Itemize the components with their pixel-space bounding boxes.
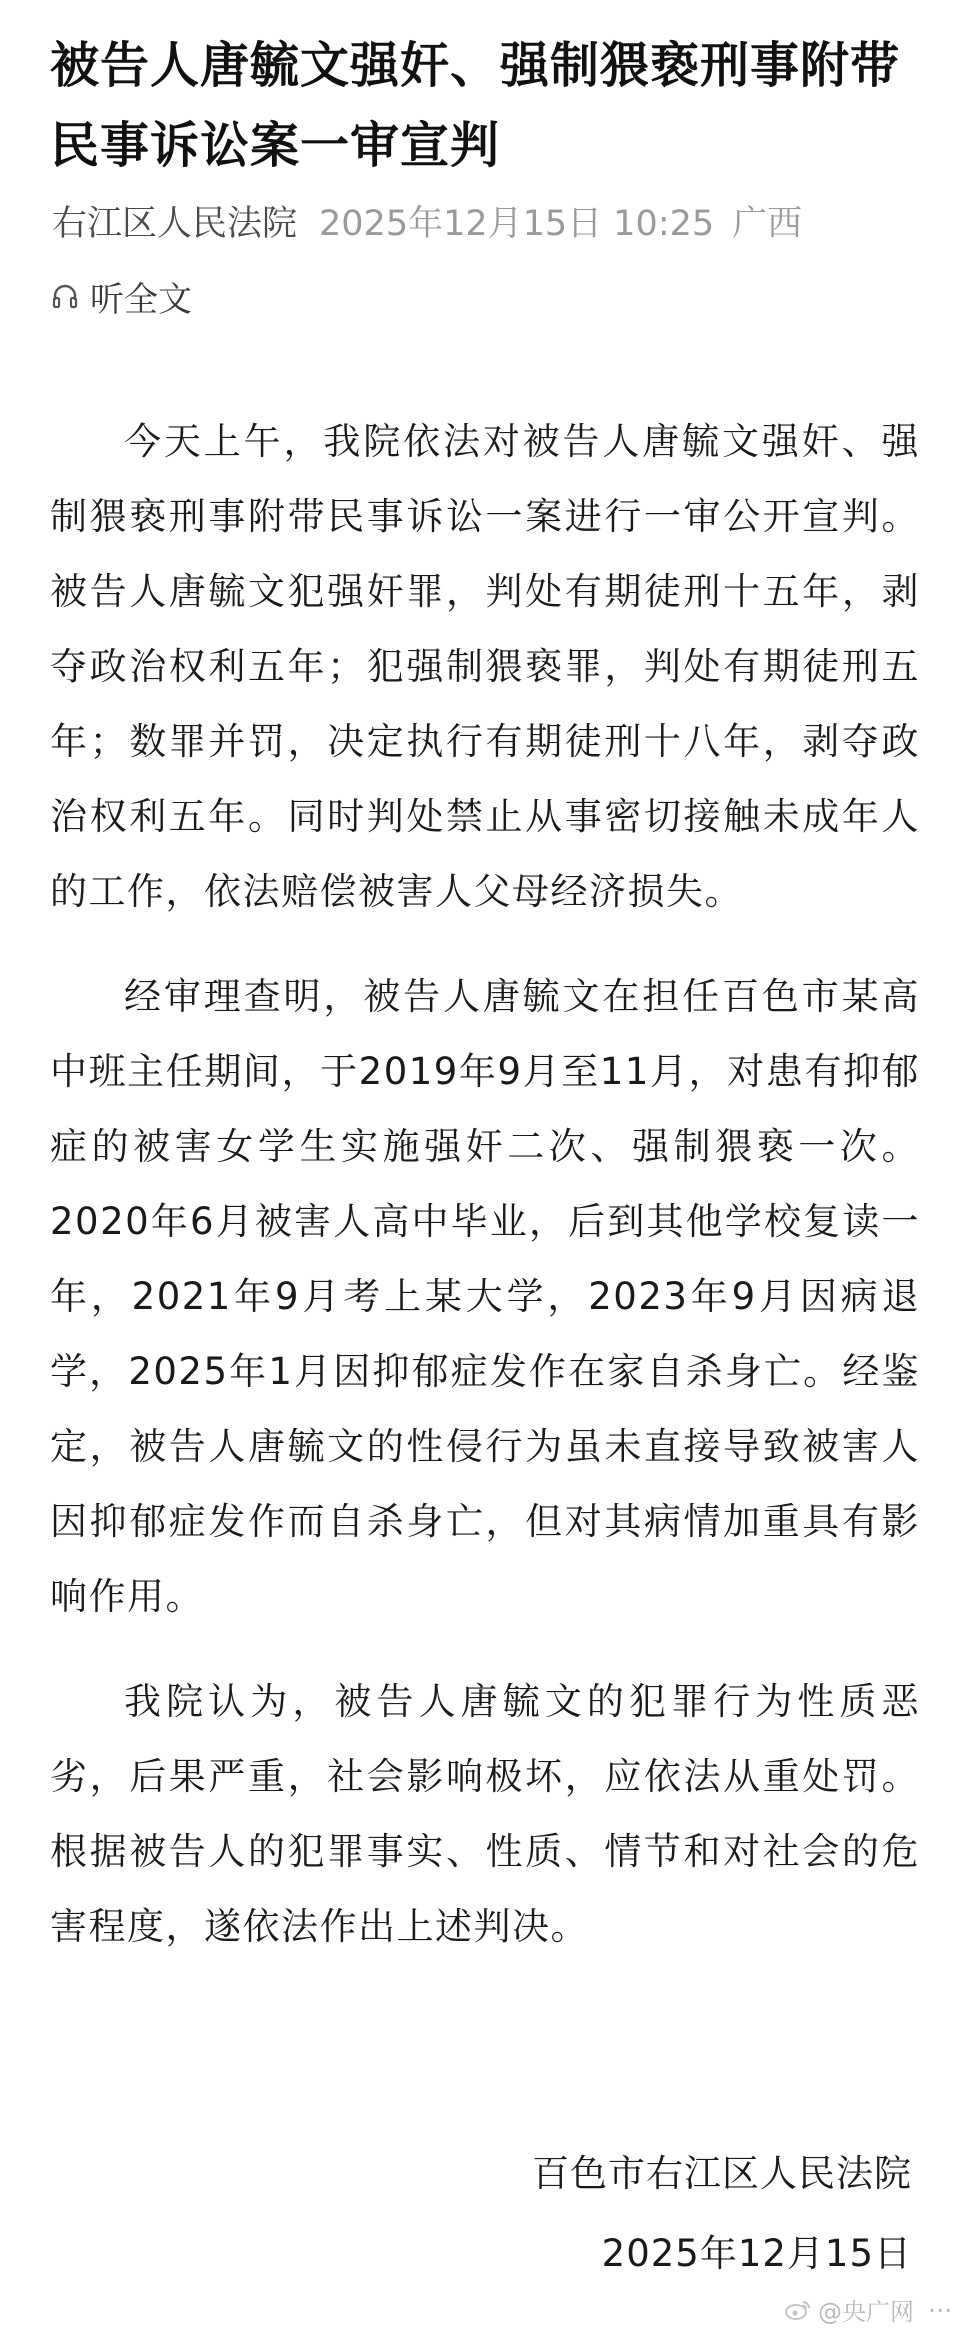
signature-date: 2025年12月15日 xyxy=(601,2232,912,2275)
article-datetime: 2025年12月15日 10:25 xyxy=(319,204,715,244)
article-paragraph: 今天上午，我院依法对被告人唐毓文强奸、强制猥亵刑事附带民事诉讼一案进行一审公开宣判。被告人唐毓文犯强奸罪，判处有期徒刑十五年，剥夺政治权利五年；犯强制猥亵罪，判处有期徒刑五年；数罪并罚，决定执行有期徒刑十八年，剥夺政治权利五年。同时判处禁止从事密切接触未成年人的工作，依法赔偿被害人父母经济损失。 xyxy=(50,420,920,913)
article-paragraph: 我院认为，被告人唐毓文的犯罪行为性质恶劣，后果严重，社会影响极坏，应依法从重处罚。根据被告人的犯罪事实、性质、情节和对社会的危害程度，遂依法作出上述判决。 xyxy=(50,1680,920,1948)
weibo-watermark xyxy=(784,2292,952,2327)
watermark-trail: ⋯ xyxy=(928,2295,952,2324)
article-title: 被告人唐毓文强奸、强制猥亵刑事附带民事诉讼案一审宣判 xyxy=(50,37,901,174)
listen-full-text-button[interactable] xyxy=(52,268,192,324)
article-source[interactable]: 右江区人民法院 xyxy=(52,204,298,244)
article-body xyxy=(50,404,920,1994)
article-meta xyxy=(52,196,802,252)
article-paragraph: 经审理查明，被告人唐毓文在担任百色市某高中班主任期间，于2019年9月至11月，对患有抑郁症的被害女学生实施强奸二次、强制猥亵一次。2020年6月被害人高中毕业，后到其他学校复读一年，2021年9月考上某大学，2023年9月因病退学，2025年1月因抑郁症发作在家自杀身亡。经鉴定，被告人唐毓文的性侵行为虽未直接导致被害人因抑郁症发作而自杀身亡，但对其病情加重具有影响作用。 xyxy=(50,975,920,1618)
headphones-icon xyxy=(52,283,78,309)
weibo-icon xyxy=(784,2299,812,2321)
listen-label: 听全文 xyxy=(90,279,192,320)
article-region: 广西 xyxy=(732,204,803,244)
signature-block xyxy=(532,2134,912,2294)
watermark-text: @央广网 xyxy=(818,2298,914,2326)
signature-org: 百色市右江区人民法院 xyxy=(532,2152,912,2195)
